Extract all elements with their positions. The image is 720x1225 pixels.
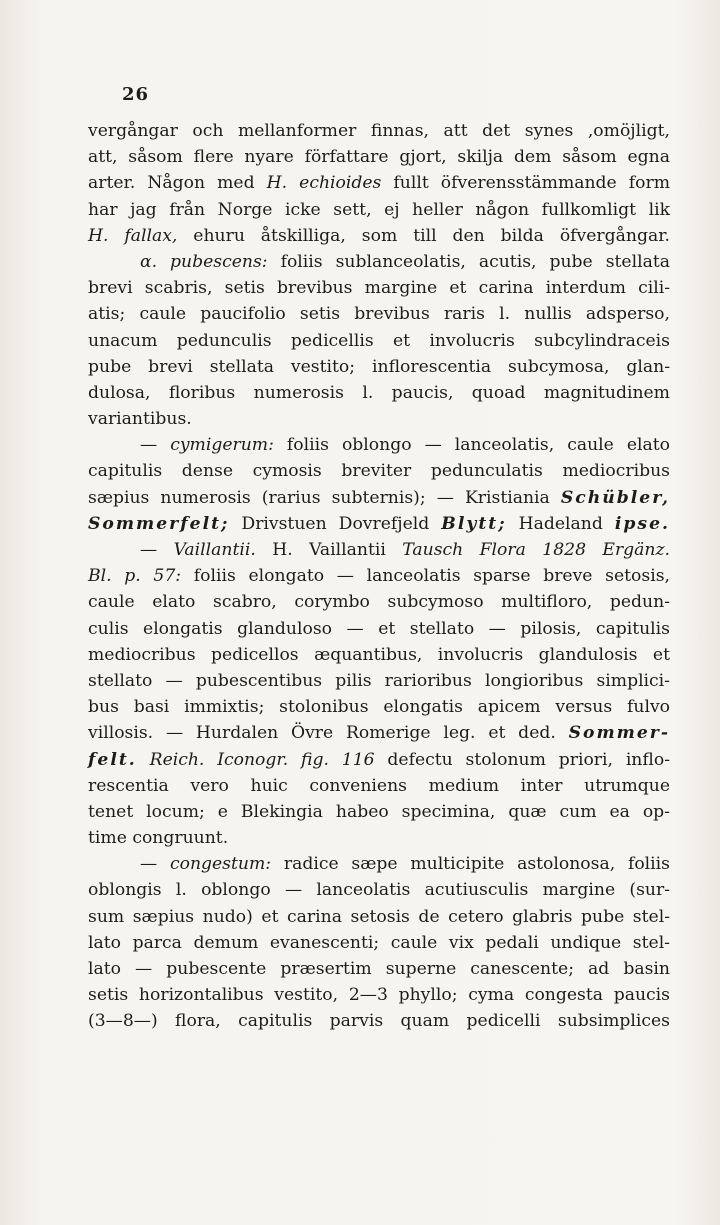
text-line bbox=[88, 956, 670, 982]
text-run: oblongis l. oblongo — lanceolatis acutiusculis margine (sur- bbox=[88, 880, 670, 901]
text-run: setis horizontalibus vestito, 2—3 phyllo; cyma congesta paucis bbox=[88, 985, 670, 1006]
text-line bbox=[88, 904, 670, 930]
text-run: sæpius numerosis (rarius subternis); — Kristiania bbox=[88, 487, 561, 508]
text-line bbox=[88, 799, 670, 825]
page-number: 26 bbox=[122, 84, 150, 105]
emphasized-text: ipse. bbox=[614, 513, 671, 534]
emphasized-text: Blytt; bbox=[441, 513, 507, 534]
text-run: fullt öfverensstämmande form bbox=[381, 173, 671, 194]
text-line bbox=[88, 1008, 670, 1034]
text-run: (3—8—) flora, capitulis parvis quam pedicelli subsimplices bbox=[88, 1011, 670, 1032]
emphasized-text: felt. bbox=[88, 749, 137, 770]
text-run: Hadeland bbox=[506, 513, 615, 534]
text-run: har jag från Norge icke sett, ej heller någon fullkomligt lik bbox=[88, 199, 670, 220]
text-run: foliis oblongo — lanceolatis, caule elato bbox=[273, 435, 671, 456]
text-run: — bbox=[140, 540, 174, 560]
emphasized-text: Sommer- bbox=[568, 723, 670, 744]
emphasized-text: cymigerum: bbox=[170, 435, 274, 456]
text-run: dulosa, floribus numerosis l. paucis, quoad magnitudinem bbox=[88, 382, 670, 403]
emphasized-text: α. pubescens: bbox=[140, 251, 268, 272]
text-run: atis; caule paucifolio setis brevibus raris l. nullis adsperso, bbox=[88, 304, 670, 325]
text-line bbox=[88, 930, 670, 956]
body-text bbox=[88, 118, 670, 1035]
text-run: tenet locum; e Blekingia habeo specimina, quæ cum ea op- bbox=[88, 801, 670, 822]
text-line bbox=[88, 197, 670, 223]
text-line bbox=[88, 668, 670, 694]
text-run: bus basi immixtis; stolonibus elongatis apicem versus fulvo bbox=[88, 697, 670, 718]
text-run bbox=[137, 750, 150, 770]
text-run: mediocribus pedicellos æquantibus, involucris glandulosis et bbox=[88, 644, 670, 665]
text-run: foliis sublanceolatis, acutis, pube stellata bbox=[267, 251, 671, 272]
text-line bbox=[88, 458, 670, 484]
text-run: H. Vaillantii bbox=[255, 540, 403, 560]
text-line bbox=[88, 354, 670, 380]
text-run: stellato — pubescentibus pilis rarioribus longioribus simplici- bbox=[88, 670, 670, 691]
text-run: capitulis dense cymosis breviter pedunculatis mediocribus bbox=[88, 461, 670, 482]
text-line bbox=[88, 301, 670, 327]
emphasized-text: H. echioides bbox=[266, 173, 382, 194]
emphasized-text: Schübler, bbox=[560, 487, 670, 508]
text-line bbox=[88, 118, 670, 144]
text-line bbox=[88, 170, 670, 196]
text-line bbox=[88, 275, 670, 301]
text-line bbox=[88, 537, 670, 563]
text-line bbox=[88, 616, 670, 642]
text-line bbox=[88, 642, 670, 668]
text-run: att, såsom flere nyare författare gjort, skilja dem såsom egna bbox=[88, 147, 670, 168]
text-run: arter. Någon med bbox=[88, 173, 267, 194]
text-run: lato — pubescente præsertim superne canescente; ad basin bbox=[88, 959, 670, 979]
text-line bbox=[88, 747, 670, 773]
text-run: caule elato scabro, corymbo subcymoso multifloro, pedun- bbox=[88, 592, 670, 613]
text-line bbox=[88, 589, 670, 615]
text-run: — bbox=[140, 854, 170, 875]
text-run: radice sæpe multicipite astolonosa, foliis bbox=[271, 854, 670, 875]
text-run: culis elongatis glanduloso — et stellato — pilosis, capitulis bbox=[88, 618, 670, 639]
text-run: brevi scabris, setis brevibus margine et carina interdum cili- bbox=[88, 278, 670, 299]
text-run: lato parca demum evanescenti; caule vix pedali undique stel- bbox=[88, 932, 670, 953]
text-run: defectu stolonum priori, inflo- bbox=[374, 749, 670, 770]
text-run: Drivstuen Dovrefjeld bbox=[229, 513, 442, 534]
text-line bbox=[88, 982, 670, 1008]
emphasized-text: Sommerfelt; bbox=[88, 513, 230, 534]
text-line bbox=[88, 432, 670, 458]
text-line bbox=[88, 328, 670, 354]
emphasized-text: H. fallax, bbox=[88, 225, 178, 246]
text-line bbox=[88, 485, 670, 511]
emphasized-text: Reich. Iconogr. fig. 116 bbox=[149, 749, 375, 770]
text-run: unacum pedunculis pedicellis et involucris subcylindraceis bbox=[88, 330, 670, 351]
text-run: — bbox=[140, 435, 171, 456]
text-line bbox=[88, 825, 670, 851]
text-line bbox=[88, 511, 670, 537]
text-run: villosis. — Hurdalen Övre Romerige leg. et ded. bbox=[88, 723, 569, 744]
text-run: sum sæpius nudo) et carina setosis de cetero glabris pube stel- bbox=[88, 906, 670, 927]
text-line bbox=[88, 144, 670, 170]
text-run: vergångar och mellanformer finnas, att det synes ,omöjligt, bbox=[88, 121, 670, 141]
text-line bbox=[88, 694, 670, 720]
text-run: ehuru åtskilliga, som till den bilda öfvergångar. bbox=[177, 225, 670, 246]
emphasized-text: Bl. p. 57: bbox=[88, 566, 182, 587]
text-run: time congruunt. bbox=[88, 828, 229, 849]
text-run: pube brevi stellata vestito; inflorescentia subcymosa, glan- bbox=[88, 356, 670, 377]
text-run: rescentia vero huic conveniens medium inter utrumque bbox=[88, 775, 670, 796]
text-line bbox=[88, 380, 670, 406]
text-line bbox=[88, 877, 670, 903]
text-run: foliis elongato — lanceolatis sparse breve setosis, bbox=[181, 566, 670, 587]
emphasized-text: congestum: bbox=[169, 854, 272, 875]
text-line bbox=[88, 223, 670, 249]
emphasized-text: Tausch Flora 1828 Ergänz. bbox=[402, 540, 670, 560]
text-line bbox=[88, 249, 670, 275]
text-line bbox=[88, 773, 670, 799]
text-line bbox=[88, 563, 670, 589]
text-line bbox=[88, 406, 670, 432]
emphasized-text: Vaillantii. bbox=[173, 540, 256, 560]
text-line bbox=[88, 720, 670, 746]
text-line bbox=[88, 851, 670, 877]
text-run: variantibus. bbox=[88, 409, 192, 430]
